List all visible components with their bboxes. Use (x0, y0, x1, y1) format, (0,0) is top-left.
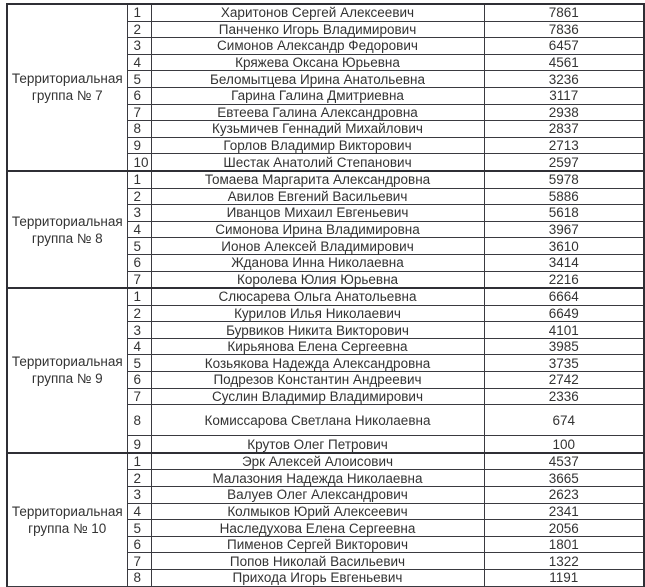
vote-count: 3735 (484, 355, 644, 372)
vote-count: 1322 (484, 553, 644, 570)
table-row (7, 171, 644, 188)
vote-count: 3610 (484, 238, 644, 255)
vote-count: 7861 (484, 4, 644, 21)
row-number: 10 (127, 154, 151, 171)
row-number: 3 (127, 38, 151, 55)
candidate-name: Курилов Илья Николаевич (151, 305, 484, 322)
candidate-name: Наследухова Елена Сергеевна (151, 520, 484, 537)
row-number: 6 (127, 372, 151, 389)
table-row (7, 4, 644, 21)
candidate-name: Крутов Олег Петрович (151, 436, 484, 453)
vote-count: 100 (484, 436, 644, 453)
vote-count: 3117 (484, 87, 644, 104)
vote-count: 2597 (484, 154, 644, 171)
candidate-name: Комиссарова Светлана Николаевна (151, 405, 484, 436)
vote-count: 6457 (484, 38, 644, 55)
vote-count: 2056 (484, 520, 644, 537)
candidate-name: Эрк Алексей Алоисович (151, 453, 484, 470)
row-number: 3 (127, 205, 151, 222)
row-number: 7 (127, 104, 151, 121)
vote-count: 2623 (484, 487, 644, 504)
row-number: 9 (127, 137, 151, 154)
vote-count: 3967 (484, 221, 644, 238)
row-number: 1 (127, 288, 151, 305)
vote-count: 3414 (484, 254, 644, 271)
row-number: 4 (127, 338, 151, 355)
group-label-line2: группа № 10 (28, 520, 107, 536)
vote-count: 3985 (484, 338, 644, 355)
row-number: 1 (127, 171, 151, 188)
candidate-name: Козьякова Надежда Александровна (151, 355, 484, 372)
candidate-name: Подрезов Константин Андреевич (151, 372, 484, 389)
candidate-name: Шестак Анатолий Степанович (151, 154, 484, 171)
group-label-line1: Территориальная (11, 354, 123, 370)
candidate-name: Гарина Галина Дмитриевна (151, 87, 484, 104)
row-number: 2 (127, 470, 151, 487)
row-number: 5 (127, 355, 151, 372)
row-number: 3 (127, 487, 151, 504)
vote-count: 5978 (484, 171, 644, 188)
group-label-cell (7, 171, 127, 288)
candidate-name: Малазония Надежда Николаевна (151, 470, 484, 487)
row-number: 1 (127, 453, 151, 470)
group-label-line2: группа № 8 (31, 230, 103, 246)
group-label-cell (7, 453, 127, 586)
vote-count: 2742 (484, 372, 644, 389)
row-number: 7 (127, 271, 151, 288)
candidate-name: Слюсарева Ольга Анатольевна (151, 288, 484, 305)
row-number: 6 (127, 87, 151, 104)
candidate-name: Симонов Александр Федорович (151, 38, 484, 55)
vote-count: 2341 (484, 503, 644, 520)
vote-count: 4537 (484, 453, 644, 470)
candidate-name: Колмыков Юрий Алексеевич (151, 503, 484, 520)
row-number: 2 (127, 21, 151, 38)
group-label-line1: Территориальная (11, 213, 123, 229)
row-number: 4 (127, 221, 151, 238)
candidate-name: Жданова Инна Николаевна (151, 254, 484, 271)
row-number: 2 (127, 305, 151, 322)
group-label-line1: Территориальная (11, 71, 123, 87)
candidate-name: Кряжева Оксана Юрьевна (151, 54, 484, 71)
row-number: 5 (127, 520, 151, 537)
row-number: 9 (127, 436, 151, 453)
group-label-cell (7, 4, 127, 171)
candidate-name: Харитонов Сергей Алексеевич (151, 4, 484, 21)
row-number: 8 (127, 121, 151, 138)
vote-count: 5886 (484, 188, 644, 205)
group-label-line2: группа № 9 (31, 371, 103, 387)
candidate-name: Валуев Олег Александрович (151, 487, 484, 504)
vote-count: 4561 (484, 54, 644, 71)
vote-count: 5618 (484, 205, 644, 222)
candidate-name: Бурвиков Никита Викторович (151, 322, 484, 339)
candidate-name: Попов Николай Васильевич (151, 553, 484, 570)
candidate-name: Горлов Владимир Викторович (151, 137, 484, 154)
vote-count: 1801 (484, 536, 644, 553)
candidate-name: Суслин Владимир Владимирович (151, 388, 484, 405)
candidate-name: Панченко Игорь Владимирович (151, 21, 484, 38)
vote-count: 4101 (484, 322, 644, 339)
vote-count: 2336 (484, 388, 644, 405)
row-number: 5 (127, 71, 151, 88)
table-row (7, 288, 644, 305)
candidate-name: Королева Юлия Юрьевна (151, 271, 484, 288)
vote-count: 6664 (484, 288, 644, 305)
candidate-name: Беломытцева Ирина Анатольевна (151, 71, 484, 88)
row-number: 6 (127, 254, 151, 271)
vote-count: 2938 (484, 104, 644, 121)
results-table (6, 3, 645, 587)
vote-count: 2713 (484, 137, 644, 154)
vote-count: 2837 (484, 121, 644, 138)
row-number: 8 (127, 405, 151, 436)
candidate-name: Кирьянова Елена Сергеевна (151, 338, 484, 355)
row-number: 7 (127, 388, 151, 405)
row-number: 4 (127, 503, 151, 520)
row-number: 7 (127, 553, 151, 570)
candidate-name: Прихода Игорь Евгеньевич (151, 570, 484, 587)
vote-count: 7836 (484, 21, 644, 38)
group-label-cell (7, 288, 127, 453)
candidate-name: Пименов Сергей Викторович (151, 536, 484, 553)
candidate-name: Томаева Маргарита Александровна (151, 171, 484, 188)
vote-count: 3236 (484, 71, 644, 88)
group-label-line1: Территориальная (11, 503, 123, 519)
candidate-name: Ионов Алексей Владимирович (151, 238, 484, 255)
row-number: 5 (127, 238, 151, 255)
row-number: 2 (127, 188, 151, 205)
vote-count: 674 (484, 405, 644, 436)
candidate-name: Авилов Евгений Васильевич (151, 188, 484, 205)
group-label-line2: группа № 7 (31, 88, 103, 104)
row-number: 3 (127, 322, 151, 339)
vote-count: 3665 (484, 470, 644, 487)
row-number: 4 (127, 54, 151, 71)
table-row (7, 453, 644, 470)
row-number: 8 (127, 570, 151, 587)
candidate-name: Кузьмичев Геннадий Михайлович (151, 121, 484, 138)
vote-count: 2216 (484, 271, 644, 288)
row-number: 1 (127, 4, 151, 21)
candidate-name: Иванцов Михаил Евгеньевич (151, 205, 484, 222)
candidate-name: Евтеева Галина Александровна (151, 104, 484, 121)
vote-count: 6649 (484, 305, 644, 322)
row-number: 6 (127, 536, 151, 553)
candidate-name: Симонова Ирина Владимировна (151, 221, 484, 238)
vote-count: 1191 (484, 570, 644, 587)
